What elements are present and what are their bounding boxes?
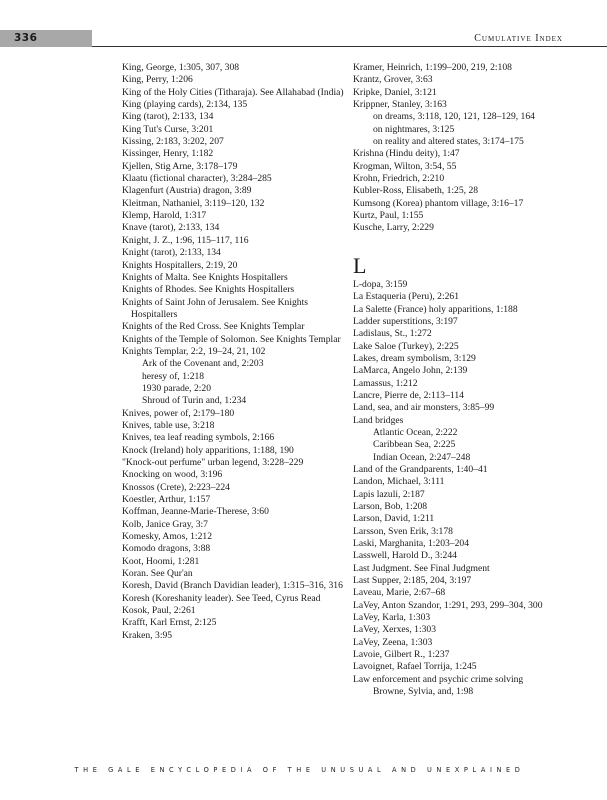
index-entry: Krantz, Grover, 3:63 <box>353 74 433 86</box>
index-entry: Koffman, Jeanne-Marie-Therese, 3:60 <box>122 506 269 518</box>
index-entry: Knight (tarot), 2:133, 134 <box>122 247 221 259</box>
index-entry: Knights of Malta. See Knights Hospitallers <box>122 271 288 283</box>
index-entry: LaVey, Xerxes, 1:303 <box>353 624 437 636</box>
index-entry: Kusche, Larry, 2:229 <box>353 222 434 234</box>
index-subentry: Browne, Sylvia, and, 1:98 <box>373 686 474 698</box>
index-entry: Land bridges <box>353 414 404 426</box>
index-entry: Laski, Marghanita, 1:203–204 <box>353 538 469 550</box>
index-entry: Kosok, Paul, 2:261 <box>122 605 196 617</box>
index-entry: Law enforcement and psychic crime solving <box>353 673 524 685</box>
index-entry: Knives, table use, 3:218 <box>122 419 215 431</box>
index-entry: Larson, David, 1:211 <box>353 513 435 525</box>
index-entry: Larsson, Sven Erik, 3:178 <box>353 525 453 537</box>
index-entry: Lavoie, Gilbert R., 1:237 <box>353 649 450 661</box>
index-entry: LaVey, Anton Szandor, 1:291, 293, 299–304, 300 <box>353 599 543 611</box>
book-title-footer: THE GALE ENCYCLOPEDIA OF THE UNUSUAL AND UNEXPLAINED <box>74 766 525 774</box>
index-column-left <box>122 62 347 642</box>
index-entry: Komodo dragons, 3:88 <box>122 543 211 555</box>
index-entry: Knight, J. Z., 1:96, 115–117, 116 <box>122 234 249 246</box>
index-entry: Knocking on wood, 3:196 <box>122 469 223 481</box>
index-entry: Laveau, Marie, 2:67–68 <box>353 587 446 599</box>
index-subentry: on reality and altered states, 3:174–175 <box>373 136 524 148</box>
index-entry: Lancre, Pierre de, 2:113–114 <box>353 389 464 401</box>
index-subentry: on dreams, 3:118, 120, 121, 128–129, 164 <box>373 111 535 123</box>
index-entry: Koran. See Qur'an <box>122 568 193 580</box>
index-entry: King Tut's Curse, 3:201 <box>122 123 214 135</box>
index-entry: Knights of Saint John of Jerusalem. See Knights Hospitallers <box>122 296 308 320</box>
index-entry: Koresh, David (Branch Davidian leader), 1:315–316, 316 <box>122 580 343 592</box>
index-entry: Kubler-Ross, Elisabeth, 1:25, 28 <box>353 185 479 197</box>
index-entry: Lasswell, Harold D., 3:244 <box>353 550 457 562</box>
index-entry: Ladder superstitions, 3:197 <box>353 315 458 327</box>
index-entry: Koresh (Koreshanity leader). See Teed, Cyrus Read <box>122 592 321 604</box>
index-subentry: Indian Ocean, 2:247–248 <box>373 451 471 463</box>
index-entry: La Salette (France) holy apparitions, 1:188 <box>353 303 518 315</box>
index-entry: Krishna (Hindu deity), 1:47 <box>353 148 460 160</box>
index-entry: "Knock-out perfume" urban legend, 3:228–229 <box>122 457 304 468</box>
index-entry: Krafft, Karl Ernst, 2:125 <box>122 617 217 629</box>
index-entry: Kissing, 2:183, 3:202, 207 <box>122 136 224 148</box>
index-entry: Kumsong (Korea) phantom village, 3:16–17 <box>353 197 524 209</box>
index-entry: King (tarot), 2:133, 134 <box>122 111 214 123</box>
index-entry: Lamassus, 1:212 <box>353 377 418 389</box>
index-entry: Knock (Ireland) holy apparitions, 1:188, 190 <box>122 444 294 456</box>
index-entry: King, Perry, 1:206 <box>122 74 193 86</box>
index-entry: Koot, Hoomi, 1:281 <box>122 555 200 567</box>
index-entry: Landon, Michael, 3:111 <box>353 476 445 488</box>
index-subentry: Atlantic Ocean, 2:222 <box>373 426 458 438</box>
index-subentry: heresy of, 1:218 <box>142 370 205 382</box>
index-entry: Klagenfurt (Austria) dragon, 3:89 <box>122 185 252 197</box>
index-entry: Knives, tea leaf reading symbols, 2:166 <box>122 432 275 444</box>
index-entry: LaVey, Karla, 1:303 <box>353 612 431 624</box>
index-section-l <box>353 279 578 699</box>
index-entry: Last Judgment. See Final Judgment <box>353 562 490 574</box>
index-entry: Knives, power of, 2:179–180 <box>122 407 235 419</box>
index-entry: Last Supper, 2:185, 204, 3:197 <box>353 575 472 587</box>
index-entry: Kolb, Janice Gray, 3:7 <box>122 518 208 530</box>
index-subentry: 1930 parade, 2:20 <box>142 382 212 394</box>
index-entry: Knights of Rhodes. See Knights Hospitallers <box>122 284 295 296</box>
index-entry: Kripke, Daniel, 3:121 <box>353 86 437 98</box>
index-subentry: Caribbean Sea, 2:225 <box>373 439 456 451</box>
index-entry: Lakes, dream symbolism, 3:129 <box>353 352 476 364</box>
index-entry: Knights Hospitallers, 2:19, 20 <box>122 259 238 271</box>
index-entry: Krippner, Stanley, 3:163 <box>353 99 447 111</box>
index-entry: Klaatu (fictional character), 3:284–285 <box>122 173 272 185</box>
index-subentry: Ark of the Covenant and, 2:203 <box>142 358 264 370</box>
section-letter-l: L <box>353 252 367 278</box>
index-entry: Kraken, 3:95 <box>122 629 173 641</box>
index-entry: L-dopa, 3:159 <box>353 278 408 290</box>
index-section-k <box>353 62 578 235</box>
index-entry: King (playing cards), 2:134, 135 <box>122 99 248 111</box>
index-entry: Knossos (Crete), 2:223–224 <box>122 481 230 493</box>
index-entry: Klemp, Harold, 1:317 <box>122 210 207 222</box>
index-entry: Knights of the Red Cross. See Knights Templar <box>122 321 305 333</box>
index-entry: Larson, Bob, 1:208 <box>353 501 428 512</box>
header-rule <box>92 46 607 47</box>
index-entry: Lavoignet, Rafael Torrija, 1:245 <box>353 661 477 673</box>
index-entry: Ladislaus, St., 1:272 <box>353 328 432 340</box>
index-entry: Komesky, Amos, 1:212 <box>122 531 212 543</box>
index-entry: King of the Holy Cities (Titharaja). See Allahabad (India) <box>122 86 344 98</box>
index-entry: Kissinger, Henry, 1:182 <box>122 148 214 160</box>
running-head: Cumulative Index <box>474 33 563 44</box>
index-entry: Land of the Grandparents, 1:40–41 <box>353 463 488 475</box>
index-entry: LaVey, Zeena, 1:303 <box>353 636 433 648</box>
index-column-right <box>353 62 578 699</box>
index-entry: King, George, 1:305, 307, 308 <box>122 62 240 73</box>
index-entry: Kjellen, Stig Arne, 3:178–179 <box>122 160 238 172</box>
index-entry: Kleitman, Nathaniel, 3:119–120, 132 <box>122 197 265 209</box>
index-subentry: on nightmares, 3:125 <box>373 123 455 135</box>
index-entry: Kurtz, Paul, 1:155 <box>353 210 424 222</box>
index-entry: LaMarca, Angelo John, 2:139 <box>353 365 468 377</box>
index-entry: Knights of the Temple of Solomon. See Knights Templar <box>122 333 341 345</box>
index-entry: Koestler, Arthur, 1:157 <box>122 494 211 506</box>
index-subentry: Shroud of Turin and, 1:234 <box>142 395 247 407</box>
index-entry: Kramer, Heinrich, 1:199–200, 219, 2:108 <box>353 62 512 73</box>
page-number: 336 <box>0 30 92 47</box>
index-entry: Lake Saloe (Turkey), 2:225 <box>353 340 459 352</box>
index-entry: La Estaqueria (Peru), 2:261 <box>353 291 460 303</box>
index-entry: Lapis lazuli, 2:187 <box>353 488 425 500</box>
index-entry: Knights Templar, 2:2, 19–24, 21, 102 <box>122 345 266 357</box>
index-entry: Knave (tarot), 2:133, 134 <box>122 222 220 234</box>
index-entry: Land, sea, and air monsters, 3:85–99 <box>353 402 495 414</box>
index-entry: Krogman, Wilton, 3:54, 55 <box>353 160 457 172</box>
index-entry: Krohn, Friedrich, 2:210 <box>353 173 445 185</box>
